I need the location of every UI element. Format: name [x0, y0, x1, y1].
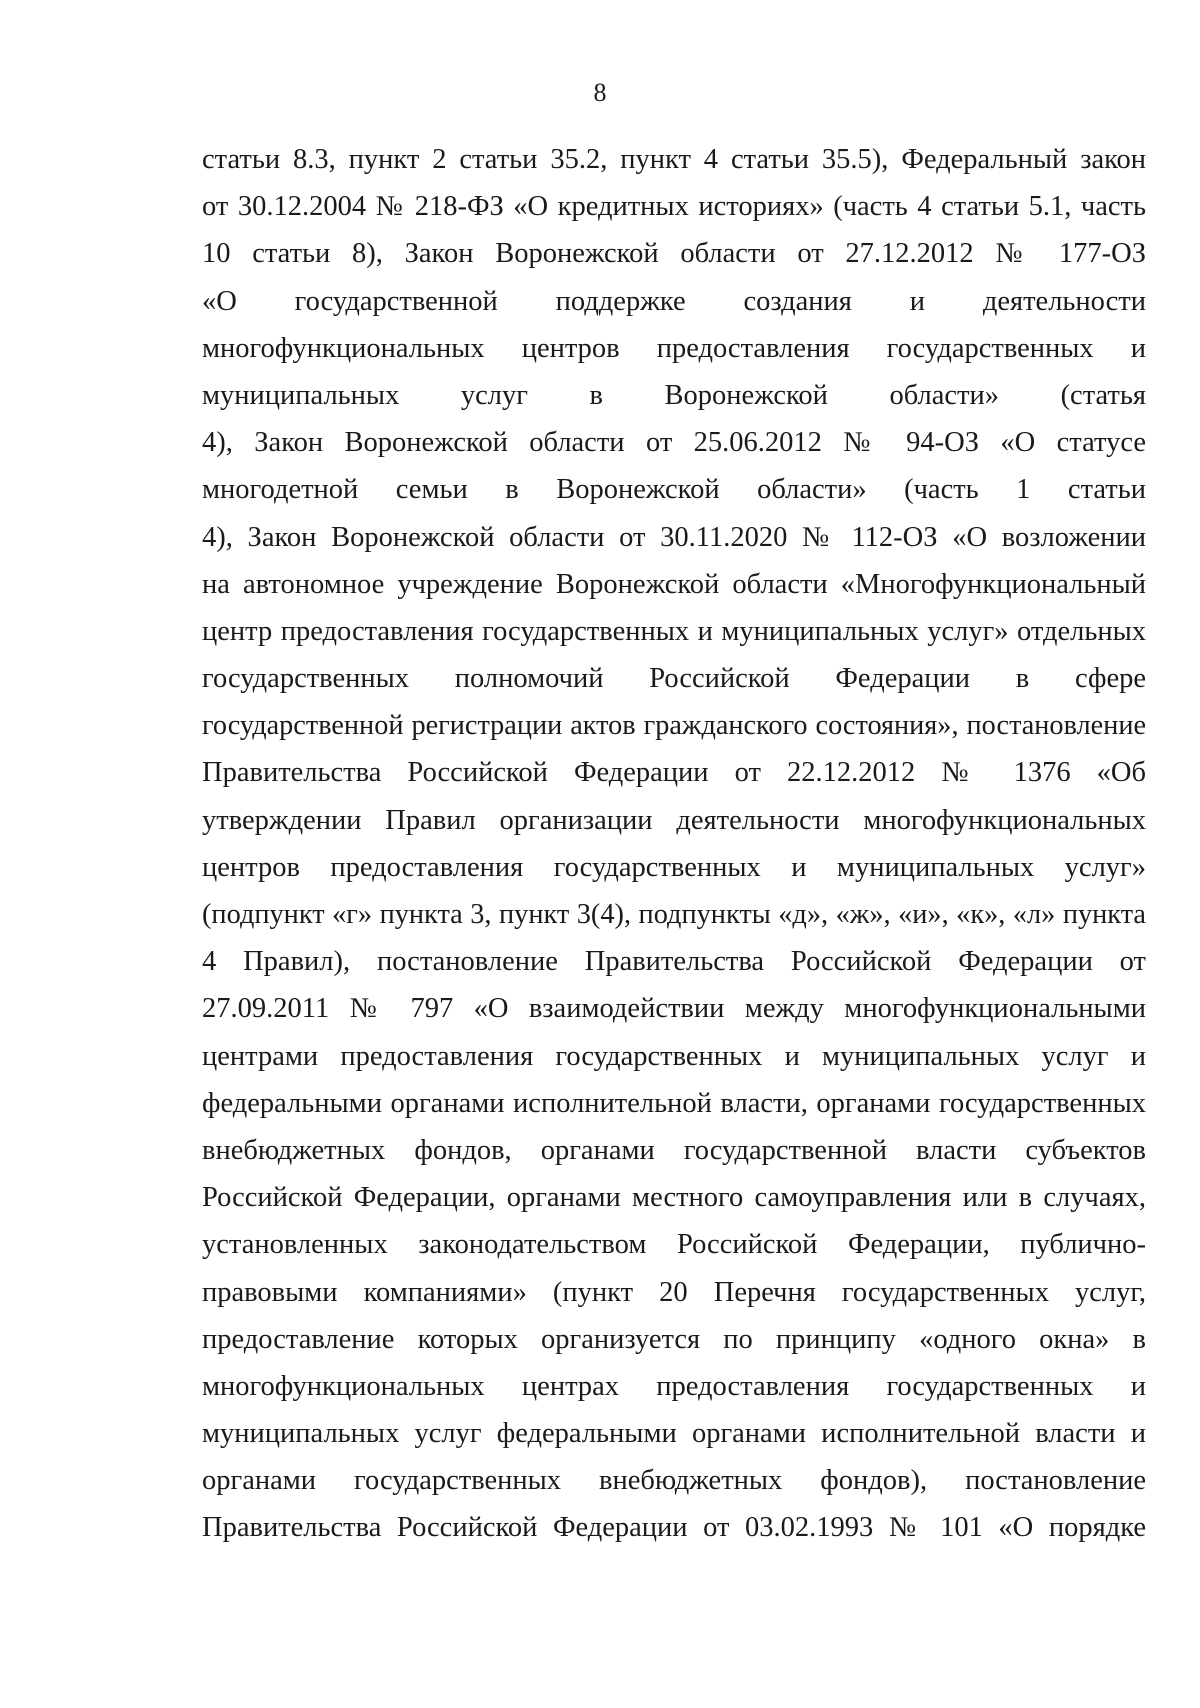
text-line: федеральными органами исполнительной власти, органами государственных — [202, 1087, 1146, 1119]
text-line: государственной регистрации актов гражданского состояния», постановление — [202, 710, 1146, 742]
text-line: органами государственных внебюджетных фондов), постановление — [202, 1465, 1146, 1497]
text-line: Правительства Российской Федерации от 03.02.1993 № 101 «О порядке — [202, 1512, 1146, 1544]
text-line: 4), Закон Воронежской области от 30.11.2020 № 112-ОЗ «О возложении — [202, 521, 1146, 553]
text-line: 10 статьи 8), Закон Воронежской области от 27.12.2012 № 177-ОЗ — [202, 238, 1146, 270]
text-line: статьи 8.3, пункт 2 статьи 35.2, пункт 4 статьи 35.5), Федеральный закон — [202, 144, 1146, 175]
text-line: центров предоставления государственных и муниципальных услуг» — [202, 851, 1146, 883]
text-line: на автономное учреждение Воронежской области «Многофункциональный — [202, 568, 1146, 600]
text-line: от 30.12.2004 № 218-ФЗ «О кредитных историях» (часть 4 статьи 5.1, часть — [202, 191, 1146, 223]
text-line: Правительства Российской Федерации от 22.12.2012 № 1376 «Об — [202, 757, 1146, 789]
text-line: 4), Закон Воронежской области от 25.06.2012 № 94-ОЗ «О статусе — [202, 427, 1146, 459]
text-line: предоставление которых организуется по принципу «одного окна» в — [202, 1323, 1146, 1355]
text-line: «О государственной поддержке создания и деятельности — [202, 285, 1146, 317]
text-line: 4 Правил), постановление Правительства Российской Федерации от — [202, 946, 1146, 978]
page-number: 8 — [593, 78, 607, 107]
text-line: муниципальных услуг федеральными органами исполнительной власти и — [202, 1418, 1146, 1450]
text-line: государственных полномочий Российской Федерации в сфере — [202, 663, 1146, 695]
text-line: утверждении Правил организации деятельности многофункциональных — [202, 804, 1146, 836]
text-line: правовыми компаниями» (пункт 20 Перечня государственных услуг, — [202, 1276, 1146, 1308]
text-line: центрами предоставления государственных и муниципальных услуг и — [202, 1040, 1146, 1072]
text-line: муниципальных услуг в Воронежской области» (статья — [202, 379, 1146, 411]
text-line: многодетной семьи в Воронежской области» (часть 1 статьи — [202, 474, 1146, 506]
text-line: многофункциональных центров предоставления государственных и — [202, 332, 1146, 364]
text-line: многофункциональных центрах предоставления государственных и — [202, 1370, 1146, 1402]
text-line: внебюджетных фондов, органами государственной власти субъектов — [202, 1134, 1146, 1166]
text-line: Российской Федерации, органами местного самоуправления или в случаях, — [202, 1182, 1146, 1214]
text-line: (подпункт «г» пункта 3, пункт 3(4), подпункты «д», «ж», «и», «к», «л» пункта — [202, 899, 1146, 930]
text-line: центр предоставления государственных и муниципальных услуг» отдельных — [202, 615, 1146, 647]
text-line: 27.09.2011 № 797 «О взаимодействии между многофункциональными — [202, 993, 1146, 1025]
text-line: установленных законодательством Российской Федерации, публично- — [202, 1229, 1146, 1261]
body-text — [202, 136, 1146, 1552]
